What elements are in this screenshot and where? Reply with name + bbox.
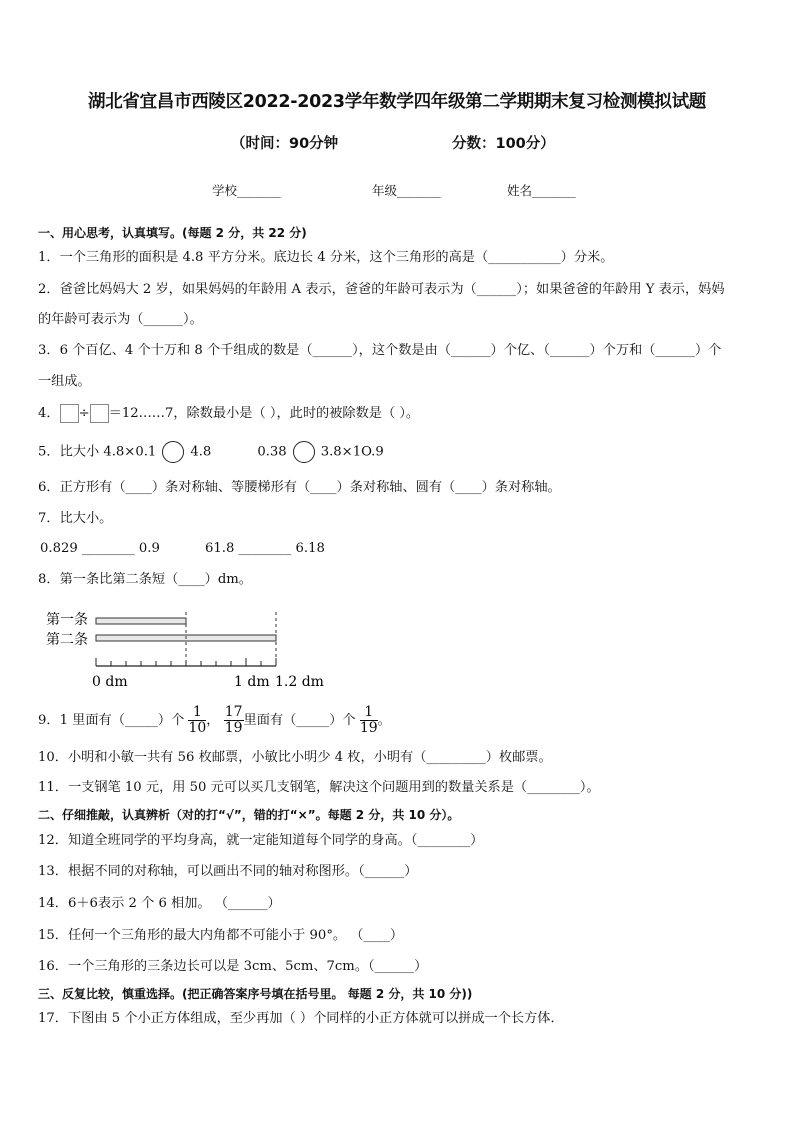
- question-10: 10．小明和小敏一共有 56 枚邮票，小敏比小明少 4 枚，小明有（_________）枚邮票。: [38, 750, 552, 765]
- question-5-a: 4.8: [190, 444, 212, 460]
- fraction-17-19: [224, 705, 244, 736]
- name-field: 姓名_______: [507, 183, 576, 198]
- page-title: 湖北省宜昌市西陵区2022-2023学年数学四年级第二学期期末复习检测模拟试题: [88, 92, 706, 112]
- blank-box: [60, 404, 79, 423]
- fraction-1-19: [360, 705, 378, 736]
- ruler-ticks: [96, 658, 276, 666]
- question-12: 12．知道全班同学的平均身高，就一定能知道每个同学的身高。（________）: [38, 833, 484, 848]
- question-11: 11．一支钢笔 10 元，用 50 元可以买几支钢笔，解决这个问题用到的数量关系是（________）。: [38, 780, 600, 795]
- numerator: 1: [360, 705, 378, 721]
- question-6: 6．正方形有（____）条对称轴、等腰梯形有（____）条对称轴、圆有（____）条对称轴。: [38, 480, 561, 495]
- bar1-label: 第一条: [46, 612, 88, 628]
- question-4-number: 4．: [38, 406, 60, 421]
- grade-field: 年级_______: [372, 183, 441, 198]
- question-8: 8．第一条比第二条短（____）dm。: [38, 572, 252, 587]
- tick-label-0: 0 dm: [92, 674, 128, 690]
- question-5-left: 5．比大小 4.8×0.1: [38, 444, 157, 460]
- section-2-heading: 二、仔细推敲，认真辨析（对的打“√”，错的打“×”。每题 2 分，共 10 分）。: [38, 808, 460, 822]
- compare-circle: [162, 441, 184, 463]
- question-13: 13．根据不同的对称轴，可以画出不同的轴对称图形。（______）: [38, 864, 418, 879]
- exam-time: （时间：90分钟: [231, 136, 339, 152]
- question-16: 16．一个三角形的三条边长可以是 3cm、5cm、7cm。（______）: [38, 959, 428, 974]
- question-2-line1: 2．爸爸比妈妈大 2 岁，如果妈妈的年龄用 A 表示，爸爸的年龄可表示为（______）；如果爸爸的年龄用 Y 表示，妈妈: [38, 282, 725, 297]
- question-4-text: ＝12……7，除数最小是（ ），此时的被除数是（ ）。: [108, 406, 420, 421]
- denominator: 19: [224, 720, 243, 736]
- question-1: 1．一个三角形的面积是 4.8 平方分米。底边长 4 分米，这个三角形的高是（___________）分米。: [38, 250, 614, 265]
- question-5: [38, 441, 384, 463]
- tick-label-2: 1.2 dm: [275, 674, 324, 690]
- separator: ，: [206, 713, 220, 728]
- question-17: 17．下图由 5 个小正方体组成，至少再加（ ）个同样的小正方体就可以拼成一个长方体．: [38, 1011, 564, 1026]
- question-7-label: 7．比大小。: [38, 511, 113, 526]
- section-1-heading: 一、用心思考，认真填写。(每题 2 分，共 22 分): [38, 226, 307, 240]
- question-7-right: 61.8 ________ 6.18: [205, 541, 325, 556]
- denominator: 10: [188, 720, 207, 736]
- bar-1: [96, 618, 186, 624]
- school-field: 学校_______: [212, 183, 281, 198]
- numerator: 1: [188, 705, 206, 721]
- question-5-c: 3.8×1O.9: [320, 444, 384, 460]
- fraction-1-10: [188, 705, 206, 736]
- tick-label-1: 1 dm: [234, 674, 270, 690]
- section-3-heading: 三、反复比较，慎重选择。(把正确答案序号填在括号里。 每题 2 分，共 10 分)): [38, 987, 473, 1001]
- question-9-a: 9．1 里面有（_____）个: [38, 713, 185, 728]
- bar2-label: 第二条: [46, 632, 88, 648]
- denominator: 19: [359, 720, 378, 736]
- compare-circle: [293, 441, 315, 463]
- length-diagram: [40, 604, 340, 696]
- question-3-line1: 3．6 个百亿、4 个十万和 8 个千组成的数是（______），这个数是由（______）个亿、（______）个万和（______）个: [38, 343, 722, 358]
- question-4: [38, 404, 419, 423]
- question-2-line2: 的年龄可表示为（______）。: [38, 312, 203, 327]
- question-9-b: 里面有（_____）个: [243, 713, 356, 728]
- divide-sign: ÷: [78, 406, 90, 421]
- question-14: 14．6＋6表示 2 个 6 相加。 （______）: [38, 896, 281, 911]
- period: 。: [377, 713, 391, 728]
- blank-box: [90, 404, 109, 423]
- question-9: [38, 705, 391, 736]
- question-7-left: 0.829 ________ 0.9: [40, 541, 160, 556]
- question-15: 15．任何一个三角形的最大内角都不可能小于 90°。 （____）: [38, 928, 404, 943]
- question-3-line2: 一组成。: [38, 374, 91, 389]
- question-5-b: 0.38: [257, 444, 287, 460]
- numerator: 17: [224, 704, 243, 720]
- exam-score: 分数：100分）: [452, 136, 555, 152]
